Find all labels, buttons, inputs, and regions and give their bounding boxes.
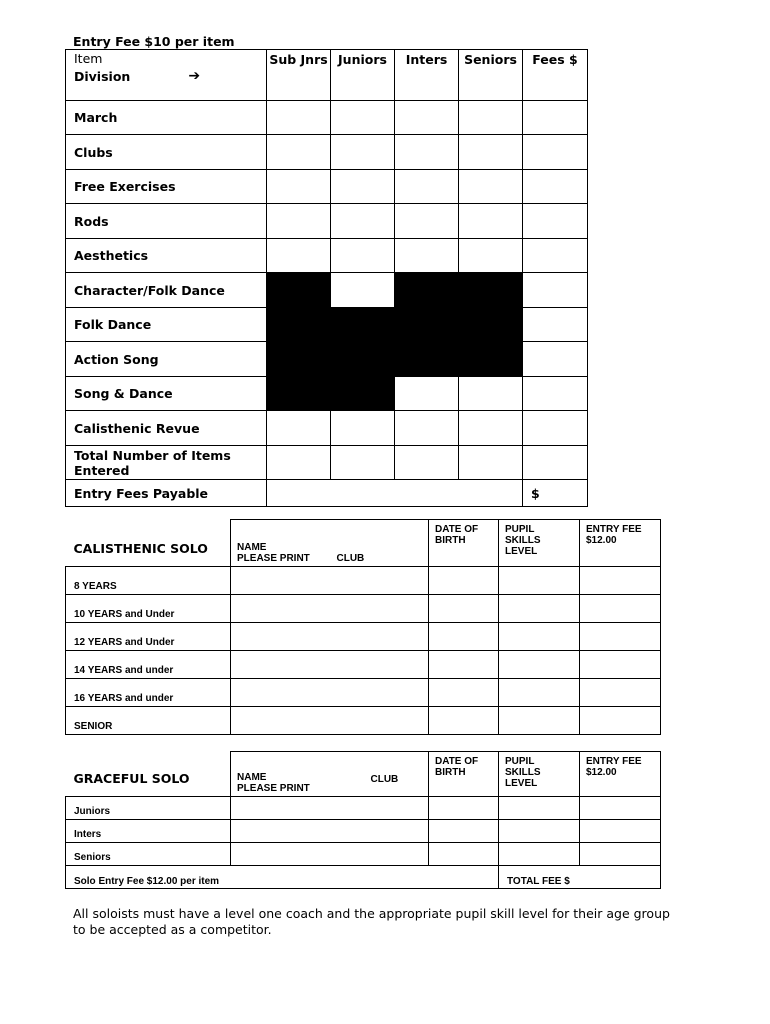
entry-cell[interactable] bbox=[331, 204, 395, 239]
row-label-free-exercises: Free Exercises bbox=[66, 170, 267, 204]
blocked-cell bbox=[267, 377, 331, 411]
entry-cell[interactable] bbox=[459, 101, 523, 135]
entry-cell[interactable] bbox=[395, 170, 459, 204]
entry-cell[interactable] bbox=[395, 446, 459, 480]
skill-input-cell[interactable] bbox=[499, 623, 580, 651]
col-header-inters: Inters bbox=[395, 50, 459, 101]
dob-header-line1: DATE OF bbox=[435, 756, 479, 767]
name-header-line1: NAME bbox=[237, 772, 267, 783]
entry-cell[interactable] bbox=[459, 204, 523, 239]
blocked-cell bbox=[395, 273, 459, 308]
payable-amount-cell[interactable] bbox=[267, 480, 523, 507]
blocked-cell bbox=[395, 308, 459, 342]
entry-cell[interactable] bbox=[395, 411, 459, 446]
club-column-header: CLUB bbox=[331, 520, 429, 567]
entry-cell[interactable] bbox=[331, 135, 395, 170]
entry-cell[interactable] bbox=[331, 411, 395, 446]
blocked-cell bbox=[267, 308, 331, 342]
entry-fee-heading: Entry Fee $10 per item bbox=[73, 34, 235, 49]
fee-input-cell[interactable] bbox=[580, 820, 661, 843]
entry-cell[interactable] bbox=[395, 204, 459, 239]
age-label-14-years: 14 YEARS and under bbox=[66, 651, 231, 679]
calisthenic-solo-title-cell bbox=[66, 520, 231, 567]
fee-cell[interactable] bbox=[523, 204, 588, 239]
dob-input-cell[interactable] bbox=[429, 843, 499, 866]
fee-header-line1: ENTRY FEE bbox=[586, 524, 642, 535]
fee-header-line2: $12.00 bbox=[586, 535, 617, 546]
fee-cell[interactable] bbox=[523, 101, 588, 135]
payable-currency: $ bbox=[523, 480, 588, 507]
level-label-inters: Inters bbox=[66, 820, 231, 843]
entry-cell[interactable] bbox=[459, 377, 523, 411]
entry-cell[interactable] bbox=[267, 239, 331, 273]
dob-input-cell[interactable] bbox=[429, 623, 499, 651]
level-label-juniors: Juniors bbox=[66, 797, 231, 820]
fee-input-cell[interactable] bbox=[580, 651, 661, 679]
entry-cell[interactable] bbox=[395, 239, 459, 273]
name-header-line2: PLEASE PRINT bbox=[237, 783, 310, 794]
entry-cell[interactable] bbox=[331, 446, 395, 480]
fee-column-header bbox=[580, 752, 661, 797]
age-label-12-years: 12 YEARS and Under bbox=[66, 623, 231, 651]
entry-cell[interactable] bbox=[267, 204, 331, 239]
col-header-fees: Fees $ bbox=[523, 50, 588, 101]
entry-cell[interactable] bbox=[267, 411, 331, 446]
blocked-cell bbox=[267, 342, 331, 377]
fee-cell[interactable] bbox=[523, 273, 588, 308]
entry-cell[interactable] bbox=[267, 170, 331, 204]
skill-header-line1: PUPIL bbox=[505, 524, 535, 535]
dob-header-line2: BIRTH bbox=[435, 767, 466, 778]
fee-header-line2: $12.00 bbox=[586, 767, 617, 778]
skill-input-cell[interactable] bbox=[499, 567, 580, 595]
name-club-input-cell[interactable] bbox=[231, 567, 429, 595]
row-label-calisthenic-revue: Calisthenic Revue bbox=[66, 411, 267, 446]
row-label-total-items: Total Number of Items Entered bbox=[66, 446, 267, 480]
entry-cell[interactable] bbox=[267, 135, 331, 170]
skill-header-line3: LEVEL bbox=[505, 778, 538, 789]
items-entry-table bbox=[65, 49, 588, 507]
skill-input-cell[interactable] bbox=[499, 797, 580, 820]
name-column-header bbox=[231, 752, 331, 797]
age-label-8-years: 8 YEARS bbox=[66, 567, 231, 595]
fee-cell[interactable] bbox=[523, 308, 588, 342]
col-header-seniors: Seniors bbox=[459, 50, 523, 101]
fee-input-cell[interactable] bbox=[580, 797, 661, 820]
age-label-16-years: 16 YEARS and under bbox=[66, 679, 231, 707]
dob-input-cell[interactable] bbox=[429, 595, 499, 623]
skill-input-cell[interactable] bbox=[499, 679, 580, 707]
skill-header-line2: SKILLS bbox=[505, 767, 541, 778]
footer-note: All soloists must have a level one coach and the appropriate pupil skill level for their age group to be accepted as a competitor. bbox=[73, 906, 670, 937]
skill-input-cell[interactable] bbox=[499, 820, 580, 843]
dob-input-cell[interactable] bbox=[429, 707, 499, 735]
age-label-10-years: 10 YEARS and Under bbox=[66, 595, 231, 623]
entry-cell[interactable] bbox=[459, 411, 523, 446]
entry-cell[interactable] bbox=[459, 446, 523, 480]
row-label-rods: Rods bbox=[66, 204, 267, 239]
total-fee-label[interactable]: TOTAL FEE $ bbox=[499, 866, 661, 889]
entry-cell[interactable] bbox=[267, 101, 331, 135]
fee-input-cell[interactable] bbox=[580, 623, 661, 651]
fee-cell[interactable] bbox=[523, 411, 588, 446]
entry-cell[interactable] bbox=[331, 101, 395, 135]
blocked-cell bbox=[395, 342, 459, 377]
row-label-action-song: Action Song bbox=[66, 342, 267, 377]
name-header-line1: NAME bbox=[237, 542, 267, 553]
row-label-character-folk-dance: Character/Folk Dance bbox=[66, 273, 267, 308]
calisthenic-solo-title: CALISTHENIC SOLO bbox=[73, 541, 208, 557]
dob-input-cell[interactable] bbox=[429, 820, 499, 843]
skill-header-line3: LEVEL bbox=[505, 546, 538, 557]
name-club-input-cell[interactable] bbox=[231, 679, 429, 707]
fee-cell[interactable] bbox=[523, 377, 588, 411]
dob-header-line1: DATE OF bbox=[435, 524, 479, 535]
skill-input-cell[interactable] bbox=[499, 595, 580, 623]
fee-cell[interactable] bbox=[523, 446, 588, 480]
name-club-input-cell[interactable] bbox=[231, 651, 429, 679]
row-label-march: March bbox=[66, 101, 267, 135]
item-division-header bbox=[66, 50, 267, 101]
blocked-cell bbox=[331, 342, 395, 377]
name-club-input-cell[interactable] bbox=[231, 820, 429, 843]
blocked-cell bbox=[267, 273, 331, 308]
graceful-solo-title-cell bbox=[66, 752, 231, 797]
skill-input-cell[interactable] bbox=[499, 707, 580, 735]
graceful-solo-table bbox=[65, 751, 661, 889]
graceful-solo-title: GRACEFUL SOLO bbox=[73, 771, 190, 787]
name-club-input-cell[interactable] bbox=[231, 595, 429, 623]
fee-input-cell[interactable] bbox=[580, 707, 661, 735]
dob-column-header bbox=[429, 752, 499, 797]
fee-cell[interactable] bbox=[523, 135, 588, 170]
entry-cell[interactable] bbox=[459, 170, 523, 204]
dob-input-cell[interactable] bbox=[429, 797, 499, 820]
entry-cell[interactable] bbox=[267, 446, 331, 480]
fee-input-cell[interactable] bbox=[580, 679, 661, 707]
division-header: Division bbox=[74, 68, 131, 84]
row-label-entry-fees-payable: Entry Fees Payable bbox=[66, 480, 267, 507]
arrow-right-icon: ➔ bbox=[188, 68, 201, 84]
entry-cell[interactable] bbox=[459, 239, 523, 273]
fee-input-cell[interactable] bbox=[580, 843, 661, 866]
blocked-cell bbox=[459, 308, 523, 342]
item-header: Item bbox=[74, 51, 103, 66]
skill-column-header bbox=[499, 520, 580, 567]
entry-cell[interactable] bbox=[331, 273, 395, 308]
age-label-senior: SENIOR bbox=[66, 707, 231, 735]
blocked-cell bbox=[331, 377, 395, 411]
skill-input-cell[interactable] bbox=[499, 651, 580, 679]
blocked-cell bbox=[459, 273, 523, 308]
row-label-folk-dance: Folk Dance bbox=[66, 308, 267, 342]
dob-header-line2: BIRTH bbox=[435, 535, 466, 546]
skill-header-line2: SKILLS bbox=[505, 535, 541, 546]
dob-input-cell[interactable] bbox=[429, 651, 499, 679]
entry-cell[interactable] bbox=[331, 239, 395, 273]
entry-cell[interactable] bbox=[395, 377, 459, 411]
name-club-input-cell[interactable] bbox=[231, 623, 429, 651]
entry-cell[interactable] bbox=[459, 135, 523, 170]
row-label-aesthetics: Aesthetics bbox=[66, 239, 267, 273]
dob-input-cell[interactable] bbox=[429, 679, 499, 707]
blocked-cell bbox=[331, 308, 395, 342]
name-column-header bbox=[231, 520, 331, 567]
solo-entry-fee-note: Solo Entry Fee $12.00 per item bbox=[66, 866, 499, 889]
skill-header-line1: PUPIL bbox=[505, 756, 535, 767]
name-club-input-cell[interactable] bbox=[231, 707, 429, 735]
club-column-header: CLUB bbox=[331, 752, 429, 797]
row-label-clubs: Clubs bbox=[66, 135, 267, 170]
blocked-cell bbox=[459, 342, 523, 377]
dob-input-cell[interactable] bbox=[429, 567, 499, 595]
dob-column-header bbox=[429, 520, 499, 567]
entry-cell[interactable] bbox=[331, 170, 395, 204]
name-header-line2: PLEASE PRINT bbox=[237, 553, 310, 564]
fee-cell[interactable] bbox=[523, 342, 588, 377]
fee-input-cell[interactable] bbox=[580, 567, 661, 595]
col-header-juniors: Juniors bbox=[331, 50, 395, 101]
skill-column-header bbox=[499, 752, 580, 797]
entry-cell[interactable] bbox=[395, 135, 459, 170]
col-header-sub-jnrs: Sub Jnrs bbox=[267, 50, 331, 101]
entry-cell[interactable] bbox=[395, 101, 459, 135]
fee-cell[interactable] bbox=[523, 170, 588, 204]
fee-input-cell[interactable] bbox=[580, 595, 661, 623]
row-label-song-and-dance: Song & Dance bbox=[66, 377, 267, 411]
fee-column-header bbox=[580, 520, 661, 567]
name-club-input-cell[interactable] bbox=[231, 843, 429, 866]
skill-input-cell[interactable] bbox=[499, 843, 580, 866]
calisthenic-solo-table bbox=[65, 519, 661, 735]
level-label-seniors: Seniors bbox=[66, 843, 231, 866]
name-club-input-cell[interactable] bbox=[231, 797, 429, 820]
fee-cell[interactable] bbox=[523, 239, 588, 273]
fee-header-line1: ENTRY FEE bbox=[586, 756, 642, 767]
